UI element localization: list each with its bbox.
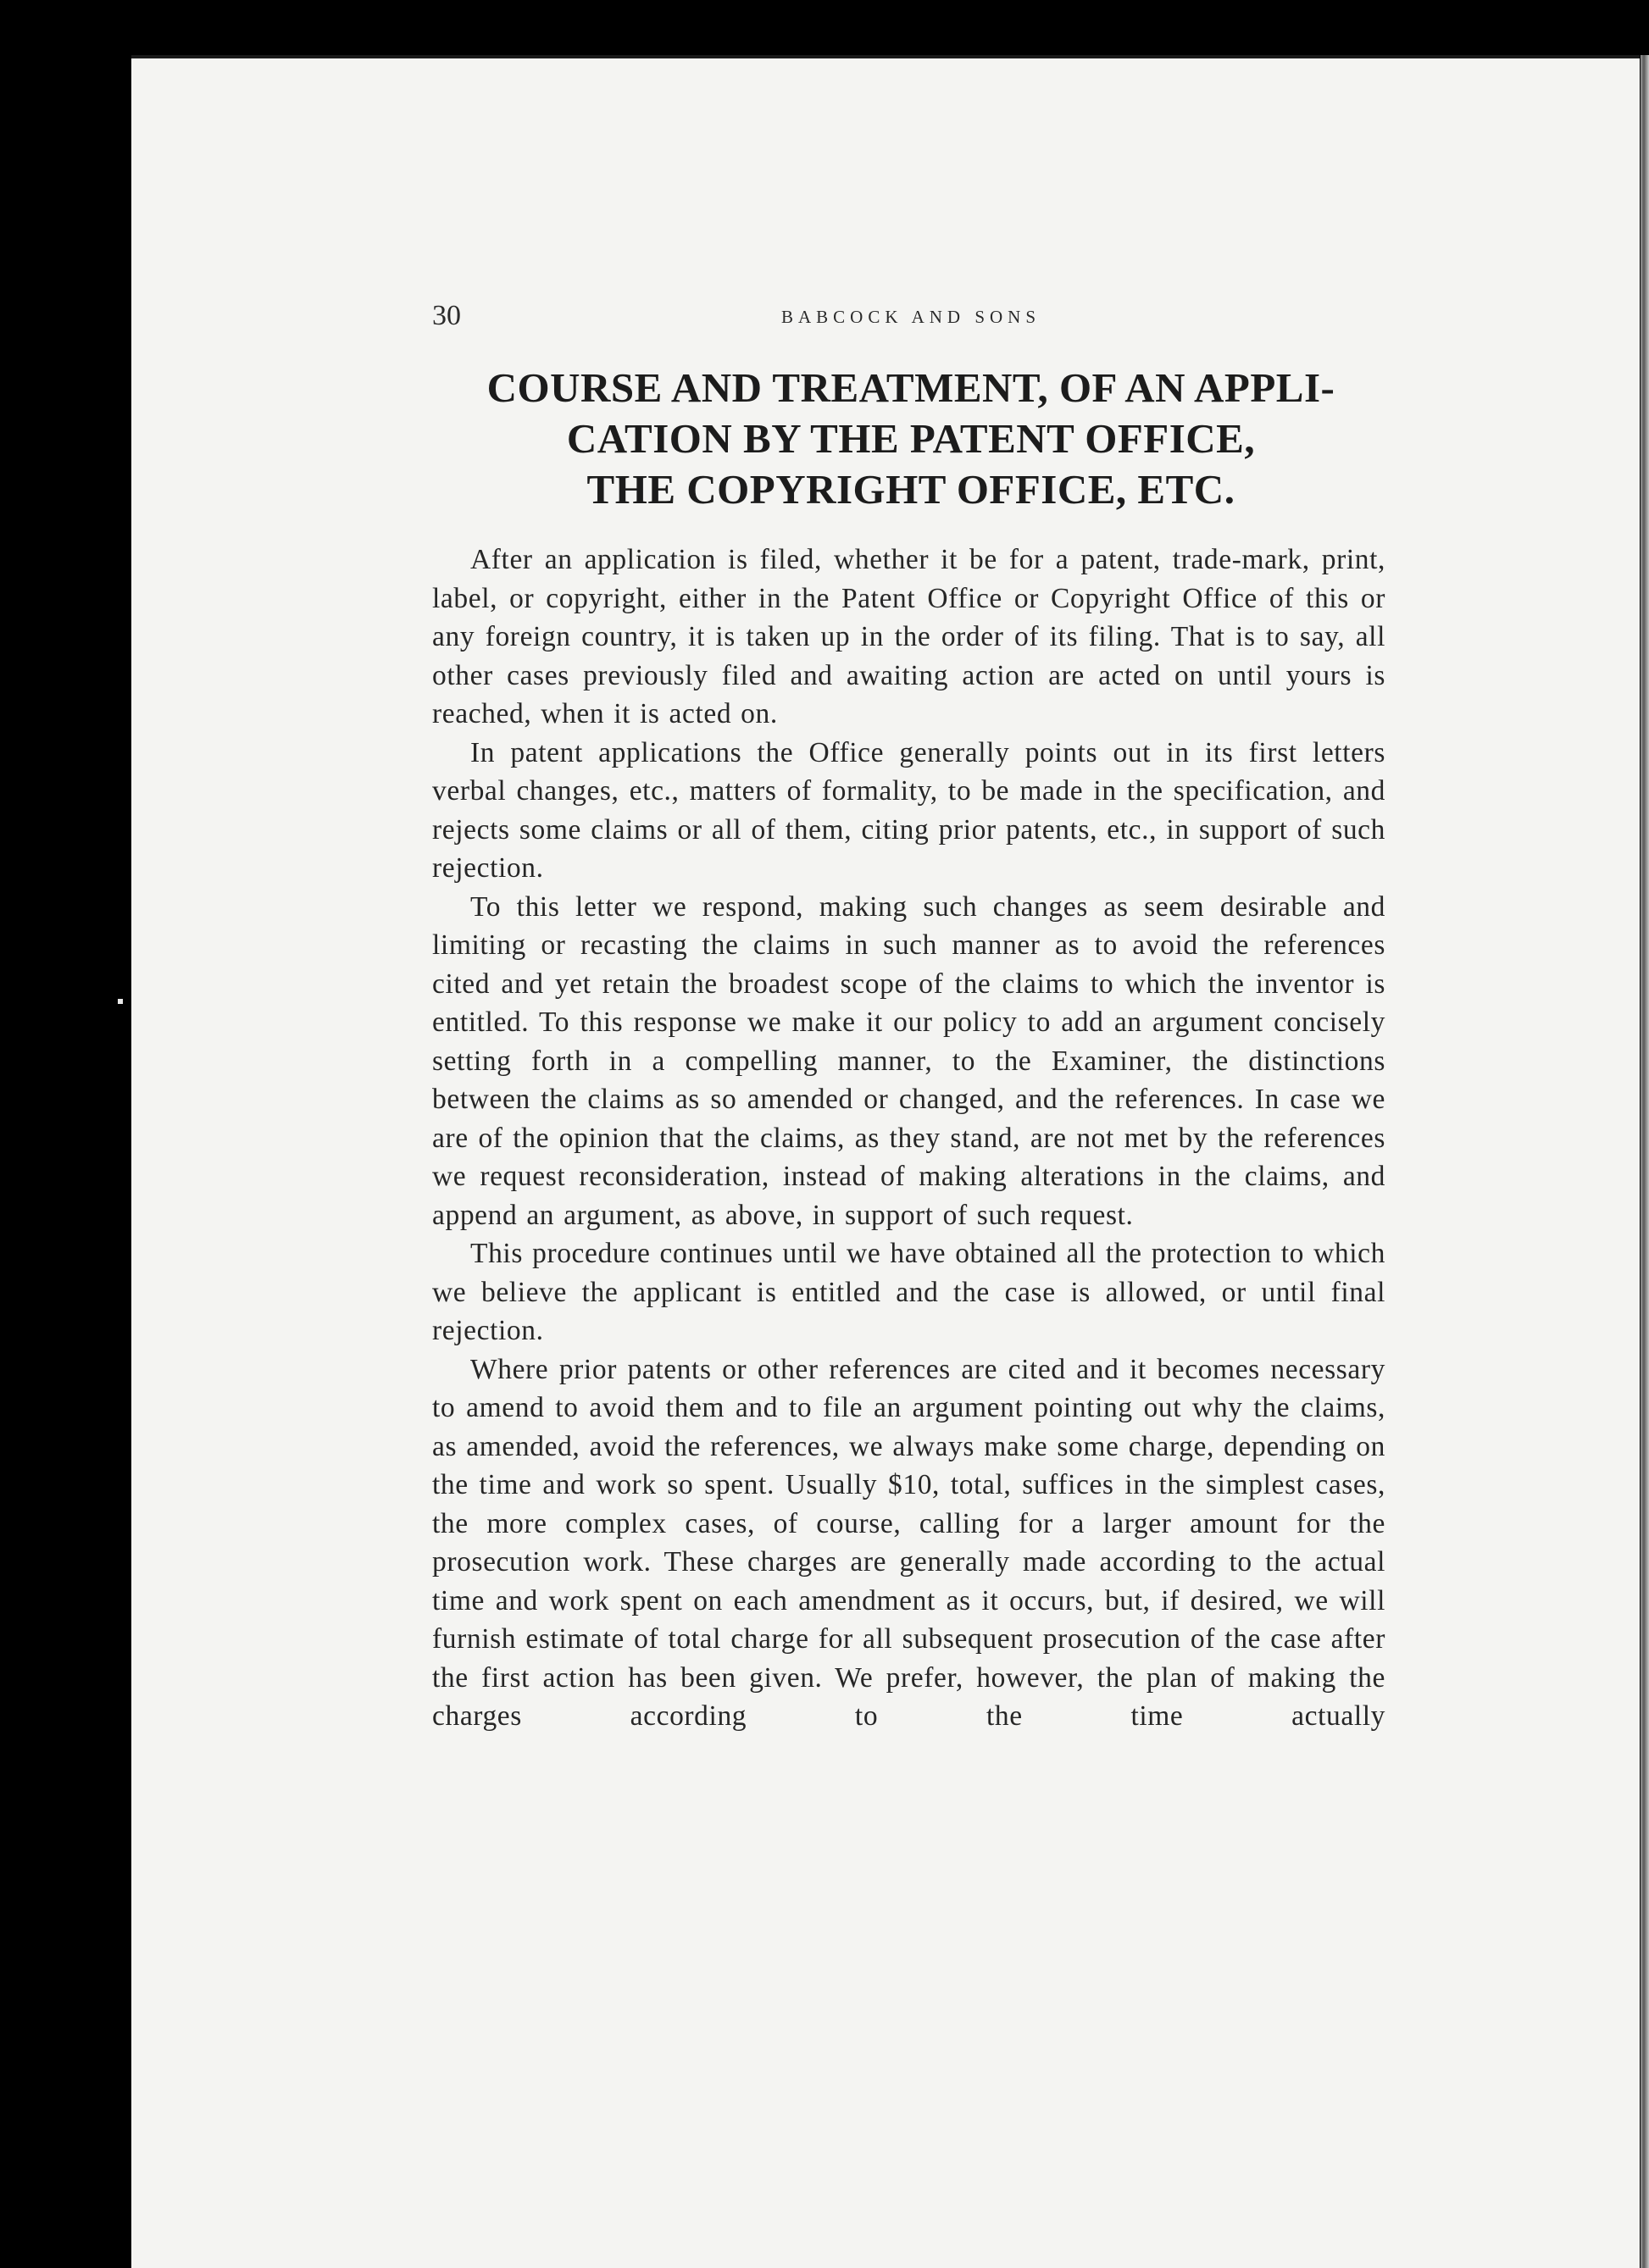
title-line-3: THE COPYRIGHT OFFICE, ETC. [586, 466, 1235, 513]
page-number: 30 [432, 300, 461, 331]
running-head: BABCOCK AND SONS [780, 307, 1041, 327]
paragraph-procedure: This procedure continues until we have obtained all the protection to which we believe the applicant is entitled and the case is allowed, or until final rejection. [432, 1238, 1385, 1346]
title-line-2: CATION BY THE PATENT OFFICE, [566, 415, 1256, 462]
page-header [432, 298, 1390, 334]
page-edge-shadow [1641, 55, 1649, 2268]
paragraph-charges: Where prior patents or other references are cited and it becomes necessary to amend to avoid them and to file an argument pointing out why the claims, as amended, avoid the references, we always make some charge, depending on the time and work so spent. Usually $10, total, suffices in the simplest cases, the more complex cases, of course, calling for a larger amount for the prosecution work. These charges are generally made according to the actual time and work spent on each amendment as it occurs, but, if desired, we will furnish estimate of total charge for all subsequent prosecution of the case after the first action has been given. We prefer, however, the plan of making the charges according to the time actually [432, 1353, 1385, 1732]
chapter-title [424, 363, 1398, 515]
paragraph-office-actions: In patent applications the Office generally points out in its first letters verbal changes, etc., matters of formality, to be made in the specification, and rejects some claims or all of them, citing prior patents, etc., in support of such rejection. [432, 736, 1385, 884]
body-text [432, 541, 1385, 1736]
title-line-1: COURSE AND TREATMENT, OF AN APPLI- [486, 364, 1335, 411]
scan-speck [118, 999, 123, 1004]
paragraph-filing-order: After an application is filed, whether it be for a patent, trade-mark, print, label, or copyright, either in the Patent Office or Copyright Office of this or any foreign country, it is taken up in the order of its filing. That is to say, all other cases previously filed and awaiting action are acted on until yours is reached, when it is acted on. [432, 544, 1385, 729]
paragraph-response: To this letter we respond, making such changes as seem desirable and limiting or recasting the claims in such manner as to avoid the references cited and yet retain the broadest scope of the claims to which the inventor is entitled. To this response we make it our policy to add an argument concisely setting forth in a compelling manner, to the Examiner, the distinctions between the claims as so amended or changed, and the references. In case we are of the opinion that the claims, as they stand, are not met by the references we request reconsideration, instead of making alterations in the claims, and append an argument, as above, in support of such request. [432, 890, 1385, 1231]
